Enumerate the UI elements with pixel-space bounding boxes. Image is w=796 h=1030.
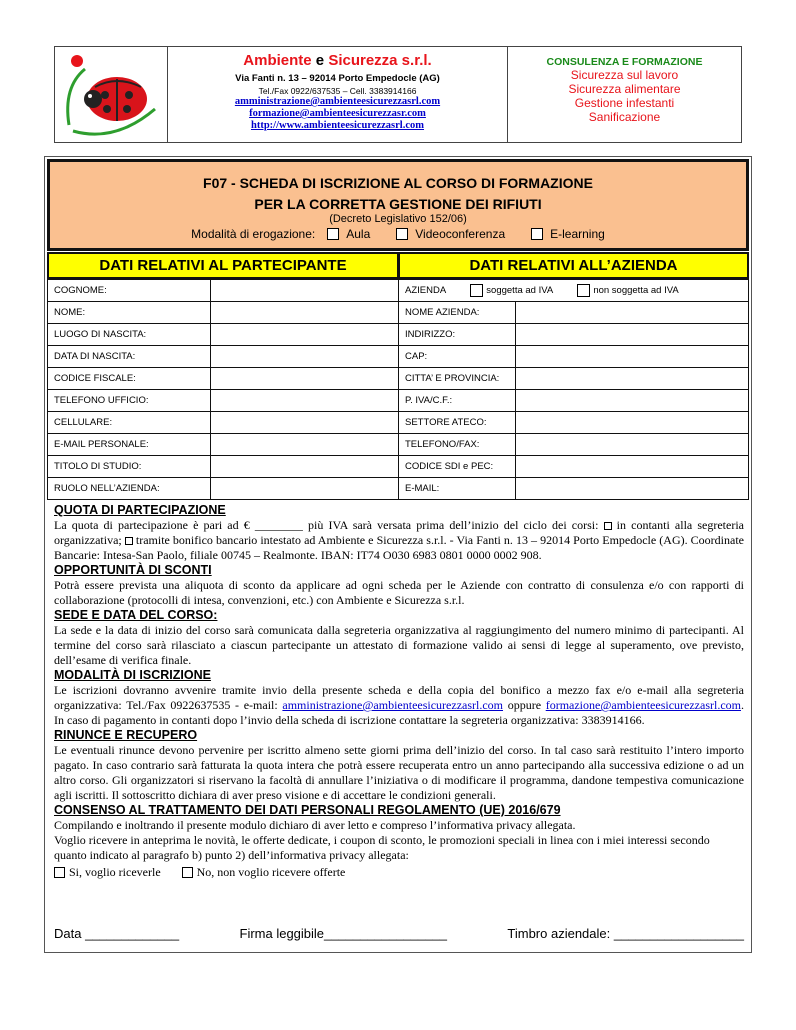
signature-row [54,926,744,941]
company-name-part2: e [315,52,329,69]
section-heading-sconti: OPPORTUNITÀ DI SCONTI [54,563,212,577]
privacy-paragraph-2: Voglio ricevere in anteprima le novità, le offerte dedicate, i coupon di sconto, le promozioni speciali in linea con i miei interessi secondo quanto indicato al paragrafo b) punto 2) dell’informativa privacy allegata: [54,833,710,862]
checkbox-aula[interactable] [327,228,339,240]
privacy-option-yes[interactable] [54,865,161,880]
form-subtitle: PER LA CORRETTA GESTIONE DEI RIFIUTI [254,196,542,212]
logo [55,47,168,142]
birthplace-input[interactable] [211,324,399,346]
vat-number-input[interactable] [516,390,749,412]
table-row [48,478,399,500]
company-name-part3: Sicurezza s.r.l. [328,52,432,69]
vat-status-cell [399,280,749,302]
field-label: CITTA’ E PROVINCIA: [399,368,516,390]
date-field[interactable]: Data _____________ [54,926,180,941]
delivery-mode-row [50,227,746,241]
field-label: INDIRIZZO: [399,324,516,346]
quota-text-3: tramite bonifico bancario intestato ad Ambiente e Sicurezza s.r.l. - Via Fanti n. 13 – 92014 Porto Empedocle (AG). Coordinate Bancarie: Intesa-San Paolo, filiale 00745 – Realmonte. IBAN: IT74 O030 6983 0801 0000 0002 908. [54,533,744,562]
section-heading-sede: SEDE E DATA DEL CORSO: [54,608,218,622]
table-row [48,434,399,456]
sede-paragraph: La sede e la data di inizio del corso sarà comunicata dalla segreteria organizzativa al raggiungimento del numero minimo di partecipanti. Al termine del corso sarà rilasciato a ciascun partecipante un attestato di formazione valido ai sensi di legge al superamento, ove previsto, dell’esame di verifica finale. [54,623,744,667]
checkbox-privacy-no[interactable] [182,867,193,878]
email-link-formazione[interactable]: formazione@ambienteesicurezzasr.com [249,108,426,119]
tax-code-input[interactable] [211,368,399,390]
website-link[interactable]: http://www.ambienteesicurezzasrl.com [250,120,425,131]
personal-email-input[interactable] [211,434,399,456]
table-row [48,302,399,324]
company-address: Via Fanti n. 13 – 92014 Porto Empedocle (AG) [235,73,440,84]
option-aula-label: Aula [346,227,371,241]
company-role-input[interactable] [211,478,399,500]
company-name-input[interactable] [516,302,749,324]
services-info [508,47,741,142]
signature-field[interactable]: Firma leggibile_________________ [239,926,447,941]
field-label: NOME AZIENDA: [399,302,516,324]
form-title-box [47,159,749,251]
field-label: CAP: [399,346,516,368]
option-videoconferenza-label: Videoconferenza [415,227,506,241]
option-elearning-label: E-learning [550,227,605,241]
address-input[interactable] [516,324,749,346]
participant-table [47,279,399,500]
services-title: CONSULENZA E FORMAZIONE [546,56,703,68]
form-title: F07 - SCHEDA DI ISCRIZIONE AL CORSO DI FORMAZIONE [203,175,593,191]
checkbox-videoconferenza[interactable] [396,228,408,240]
company-name-part1: Ambiente [243,52,316,69]
checkbox-cash[interactable] [604,522,612,530]
field-label: CODICE SDI e PEC: [399,456,516,478]
participant-section-header: DATI RELATIVI AL PARTECIPANTE [47,252,399,279]
privacy-no-label: No, non voglio ricevere offerte [196,865,346,879]
company-info [168,47,508,142]
quota-text-2: in contanti alla segreteria organizzativa; [54,518,744,547]
education-input[interactable] [211,456,399,478]
checkbox-privacy-yes[interactable] [54,867,65,878]
table-row [399,346,749,368]
field-label: AZIENDA [405,285,446,297]
section-heading-rinunce: RINUNCE E RECUPERO [54,728,198,742]
section-heading-modalita: MODALITÀ DI ISCRIZIONE [54,668,211,682]
service-item: Sanificazione [588,110,661,124]
office-phone-input[interactable] [211,390,399,412]
table-row [399,456,749,478]
birthdate-input[interactable] [211,346,399,368]
sdi-pec-input[interactable] [516,456,749,478]
vat-yes-label: soggetta ad IVA [486,285,553,297]
law-reference: (Decreto Legislativo 152/06) [329,213,467,225]
company-section-header: DATI RELATIVI ALL’AZIENDA [398,252,749,279]
table-row [48,280,399,302]
field-label: NOME: [48,302,211,324]
service-item: Gestione infestanti [574,96,675,110]
letterhead [54,46,742,143]
mobile-input[interactable] [211,412,399,434]
ladybug-logo-icon [55,47,167,142]
company-table [398,279,749,500]
email-link-amministrazione-body[interactable]: amministrazione@ambienteesicurezzasrl.com [282,698,504,712]
field-label: CELLULARE: [48,412,211,434]
table-row [399,478,749,500]
table-row [399,368,749,390]
company-phone-fax-input[interactable] [516,434,749,456]
checkbox-vat-no[interactable] [577,284,590,297]
company-phone: Tel./Fax 0922/637535 – Cell. 3383914166 [258,86,417,96]
quota-paragraph [54,518,744,563]
table-row [48,412,399,434]
ateco-input[interactable] [516,412,749,434]
service-item: Sicurezza sul lavoro [570,68,679,82]
modalita-text-3: . In caso di pagamento in contanti dopo l’invio della scheda di iscrizione contattare la segreteria organizzativa: 3383914166. [54,698,744,727]
table-row [399,324,749,346]
field-label: TELEFONO UFFICIO: [48,390,211,412]
table-row [48,390,399,412]
modalita-paragraph [54,683,744,728]
section-heading-privacy: CONSENSO AL TRATTAMENTO DEI DATI PERSONALI REGOLAMENTO (UE) 2016/679 [54,803,561,817]
table-row [399,280,749,302]
company-name [168,52,507,69]
field-label: P. IVA/C.F.: [399,390,516,412]
table-row [48,368,399,390]
field-label: LUOGO DI NASCITA: [48,324,211,346]
modalita-text-1: Le iscrizioni dovranno avvenire tramite invio della presente scheda e della copia del bonifico a mezzo fax e/o e-mail alla segreteria organizzativa: Tel./Fax 0922637535 - e-mail: [54,683,744,712]
checkbox-elearning[interactable] [531,228,543,240]
name-input[interactable] [211,302,399,324]
company-email-input[interactable] [516,478,749,500]
city-province-input[interactable] [516,368,749,390]
terms-sections [54,503,744,882]
checkbox-bank-transfer[interactable] [125,537,133,545]
field-label: COGNOME: [48,280,211,302]
field-label: E-MAIL: [399,478,516,500]
company-stamp-field[interactable]: Timbro aziendale: __________________ [507,926,744,941]
table-row [399,302,749,324]
field-label: SETTORE ATECO: [399,412,516,434]
privacy-options [54,865,744,882]
table-row [48,346,399,368]
privacy-paragraph-1: Compilando e inoltrando il presente modulo dichiaro di aver letto e compreso l’informativa privacy allegata. [54,818,576,832]
delivery-mode-label: Modalità di erogazione: [191,227,316,241]
field-label: E-MAIL PERSONALE: [48,434,211,456]
rinunce-paragraph: Le eventuali rinunce devono pervenire per iscritto almeno sette giorni prima dell’inizio del corso. In tal caso sarà restituito l’intero importo pagato. In caso contrario sarà fatturata la quota intera che potrà essere recuperata entro un anno partecipando alla successiva edizione o ad un altro corso. Gli organizzatori si riservano la facoltà di annullare l’iniziativa o di modificare il programma, dandone tempestiva comunicazione agli iscritti. Il sottoscritto dichiara di aver preso visione e di accettare le condizioni generali. [54,743,744,802]
email-link-formazione-body[interactable]: formazione@ambienteesicurezzasrl.com [545,698,741,712]
zip-input[interactable] [516,346,749,368]
field-label: DATA DI NASCITA: [48,346,211,368]
field-label: RUOLO NELL’AZIENDA: [48,478,211,500]
table-row [48,324,399,346]
vat-no-label: non soggetta ad IVA [593,285,679,297]
modalita-text-2: oppure [503,698,546,712]
privacy-option-no[interactable] [182,865,346,880]
table-row [399,412,749,434]
field-label: TELEFONO/FAX: [399,434,516,456]
surname-input[interactable] [211,280,399,302]
field-label: TITOLO DI STUDIO: [48,456,211,478]
service-item: Sicurezza alimentare [568,82,681,96]
table-row [399,390,749,412]
quota-text-1: La quota di partecipazione è pari ad € ________ più IVA sarà versata prima dell’inizio del ciclo dei corsi: [54,518,604,532]
privacy-yes-label: Si, voglio riceverle [69,865,161,879]
section-heading-quota: QUOTA DI PARTECIPAZIONE [54,503,226,517]
field-label: CODICE FISCALE: [48,368,211,390]
sconti-paragraph: Potrà essere prevista una aliquota di sconto da applicare ad ogni scheda per le Aziende con contratto di consulenza e/o con rapporti di collaborazione (protocolli di intesa, convenzioni, etc.) con Ambiente e Sicurezza s.r.l. [54,578,744,607]
table-row [48,456,399,478]
checkbox-vat-yes[interactable] [470,284,483,297]
email-link-amministrazione[interactable]: amministrazione@ambienteesicurezzasrl.com [234,96,441,107]
table-row [399,434,749,456]
